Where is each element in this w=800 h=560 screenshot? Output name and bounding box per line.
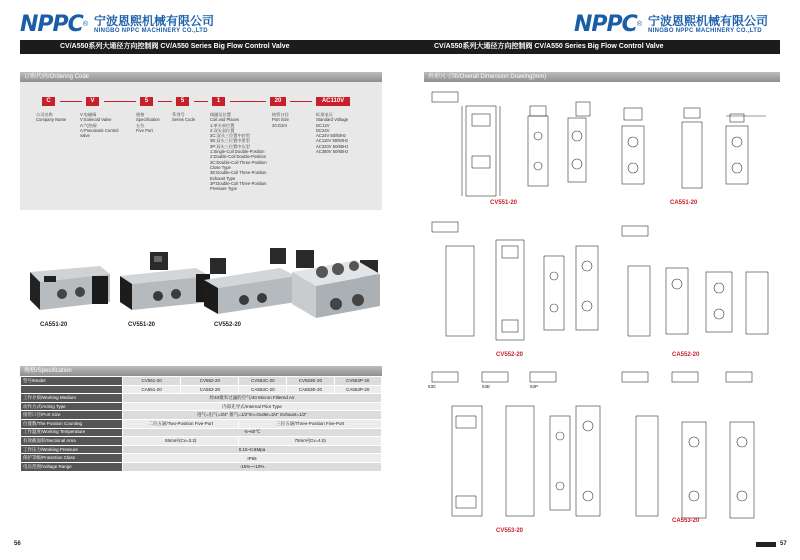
table-row xyxy=(21,394,382,403)
code-desc-company: 公司名称 Company Name xyxy=(36,112,67,123)
spec-label: 工作温度/Working Temperature xyxy=(21,428,123,437)
product-photo-cv552 xyxy=(200,244,300,320)
spec-cell: -15%~+10% xyxy=(123,462,382,471)
logo-reg: ® xyxy=(82,20,88,28)
table-row xyxy=(21,462,382,471)
symbol-label-53e: 53E xyxy=(482,384,491,389)
table-row xyxy=(21,428,382,437)
spec-label: 接管口径/Port Size xyxy=(21,411,123,420)
table-row xyxy=(21,411,382,420)
right-page xyxy=(400,0,800,560)
spec-label: 型号/Model xyxy=(21,377,123,386)
code-desc-voltage: 标准电压 Standard Voltage DC12V DC24V AC24V 50/60Hz AC110V 50/60Hz AC220V 50/60Hz AC380V 50/60Hz xyxy=(316,112,349,155)
spec-cell: 55mm²(Cv=3.2) xyxy=(123,437,239,446)
logo-mark: NPPC xyxy=(20,11,83,37)
spec-cell: CV552-20 xyxy=(181,377,239,386)
code-desc-spec: 规格 Specification 五位 Five Port xyxy=(136,112,160,133)
code-box-voltage: AC110V xyxy=(316,97,350,106)
spec-cell: 经40微米过滤的空气/40 Micron Filtered Air xyxy=(123,394,382,403)
spec-cell: CA553P-20 xyxy=(334,385,381,394)
code-dash xyxy=(60,101,82,102)
spec-cell: CA552-20 xyxy=(181,385,239,394)
table-row xyxy=(21,377,382,386)
logo-mark: NPPC xyxy=(574,11,637,37)
spec-label xyxy=(21,385,123,394)
ordering-code-panel xyxy=(20,82,382,210)
company-name-cn: 宁波恩熙机械有限公司 xyxy=(647,14,768,28)
code-desc-series: 系列号 Series Code xyxy=(172,112,196,123)
product-photo-ca551 xyxy=(22,262,112,320)
drawing-label-ca551: CA551-20 xyxy=(670,200,698,206)
table-row xyxy=(21,385,382,394)
spec-table xyxy=(20,376,382,472)
spec-cell: CV553E-20 xyxy=(287,377,334,386)
code-desc-port: 接管口径 Port Size 20:G3/4 xyxy=(272,112,289,128)
drawing-label-cv551: CV551-20 xyxy=(490,200,518,206)
spec-cell: IP65 xyxy=(123,454,382,463)
drawing-label-ca552: CA552-20 xyxy=(672,352,700,358)
symbol-label-53c: 53C xyxy=(428,384,437,389)
company-name-en: NINGBO NPPC MACHINERY CO.,LTD xyxy=(93,28,208,34)
logo-reg: ® xyxy=(636,20,642,28)
code-dash xyxy=(194,101,208,102)
dimension-drawings-row2 xyxy=(426,216,786,356)
spec-cell: CA551-20 xyxy=(123,385,181,394)
drawing-label-cv552: CV552-20 xyxy=(496,352,524,358)
spec-cell: CA553E-20 xyxy=(287,385,334,394)
table-row xyxy=(21,454,382,463)
drawing-label-ca553: CA553-20 xyxy=(672,518,700,524)
code-box: 1 xyxy=(212,97,225,106)
spec-label: 位置数/The Position Counting xyxy=(21,419,123,428)
spec-label: 工作压力/Working Pressure xyxy=(21,445,123,454)
spec-label: 工作介质/Working Medium xyxy=(21,394,123,403)
spec-label: 保护等级/Protection Class xyxy=(21,454,123,463)
spec-cell: -5~60℃ xyxy=(123,428,382,437)
product-label-ca551: CA551-20 xyxy=(40,322,68,328)
table-row xyxy=(21,445,382,454)
spec-label: 电压范围/Voltage Range xyxy=(21,462,123,471)
spec-cell: 三位五通/Three-Position Five-Port xyxy=(239,419,382,428)
code-dash xyxy=(230,101,266,102)
code-dash xyxy=(104,101,136,102)
brand-logo xyxy=(574,8,768,40)
dimension-drawings-row1 xyxy=(426,86,786,210)
ordering-code-header: 订购代码/Ordering Code xyxy=(20,72,382,82)
company-name-en: NINGBO NPPC MACHINERY CO.,LTD xyxy=(647,28,762,34)
code-box: 20 xyxy=(270,97,286,106)
page-footer-bar xyxy=(756,542,776,547)
product-label-cv551: CV551-20 xyxy=(128,322,156,328)
series-title-band: CV/A550系列大通径方向控制阀 CV/A550 Series Big Flow Control Valve xyxy=(400,40,780,54)
code-dash xyxy=(290,101,312,102)
spec-cell: 二位五通/Two-Position Five-Port xyxy=(123,419,239,428)
spec-cell: 内部先导式/Internal Pilot Type xyxy=(123,402,382,411)
code-box: V xyxy=(86,97,99,106)
table-row xyxy=(21,437,382,446)
spec-cell: 0.15~0.8Mpa xyxy=(123,445,382,454)
code-dash xyxy=(158,101,172,102)
spec-cell: CV551-20 xyxy=(123,377,181,386)
dimension-header: 外形尺寸图/Overall Dimension Drawing(mm) xyxy=(424,72,780,82)
drawing-label-cv553: CV553-20 xyxy=(496,528,524,534)
spec-cell: CA553C-20 xyxy=(239,385,287,394)
spec-label: 有效截面积/Sectional Area xyxy=(21,437,123,446)
spec-label: 动作方式/Acting Type xyxy=(21,402,123,411)
product-label-cv552: CV552-20 xyxy=(214,322,242,328)
code-desc-coil: 线圈及位置 Coil and Places 1:单头单位置 2:双头双位置 3C:双头三位置中封型 3E:双头三位置中泄型 3P:双头三位置中压型 1:Single-Coil Double-Position 2:Double-Coil Double-Position 3C:Double-Coil Three-Position Close Type 3E:Double-Coil Three-Position Exhaust Type 3P:Double-Coil Three-Position Pressure Type xyxy=(210,112,267,192)
code-box: 5 xyxy=(140,97,153,106)
symbol-label-53p: 53P xyxy=(530,384,539,389)
company-name-cn: 宁波恩熙机械有限公司 xyxy=(93,14,214,28)
spec-cell: 75mm²(Cv=4.0) xyxy=(239,437,382,446)
code-box: C xyxy=(42,97,55,106)
spec-cell: 进气=出气=3/4" 排气=1/2"/In=Outlet=3/4" Exhaust=1/2" xyxy=(123,411,382,420)
spec-cell: CV553C-20 xyxy=(239,377,287,386)
product-photo-big-valve xyxy=(286,246,386,326)
dimension-drawings-row3 xyxy=(426,366,786,532)
spec-header: 规格/Specification xyxy=(20,366,382,376)
table-row xyxy=(21,419,382,428)
brand-logo xyxy=(20,8,214,40)
page-number-right: 57 xyxy=(780,541,787,547)
code-desc-valve-type: V:电磁阀 V:Solenoid Valve A:气控阀 A:Pneumatic Control valve xyxy=(80,112,119,139)
table-row xyxy=(21,402,382,411)
series-title-band: CV/A550系列大通径方向控制阀 CV/A550 Series Big Flow Control Valve xyxy=(20,40,400,54)
code-box: 5 xyxy=(176,97,189,106)
page-number-left: 56 xyxy=(14,541,21,547)
spec-cell: CV553P-20 xyxy=(334,377,381,386)
